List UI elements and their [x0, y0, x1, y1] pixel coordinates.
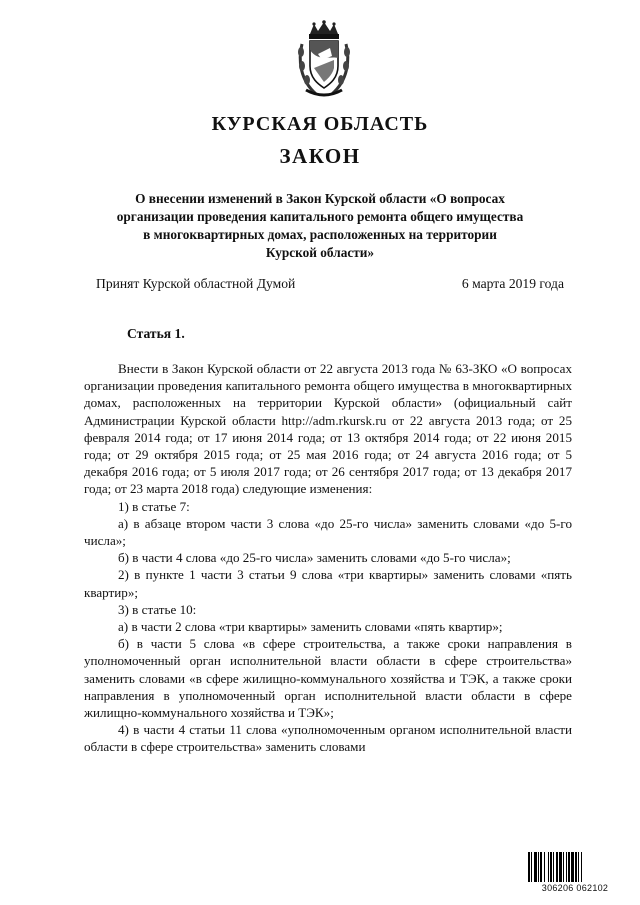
adoption-date: 6 марта 2019 года [461, 276, 564, 291]
paragraph: Внести в Закон Курской области от 22 августа 2013 года № 63-ЗКО «О вопросах организации проведения капитального ремонта общего имущества в многоквартирных домах, расположенных на территории Курской области» (официальный сайт Администрации Курской области http://adm.rkursk.ru от 22 августа 2013 года; от 25 февраля 2014 года; от 17 июня 2014 года; от 13 октября 2014 года; от 22 июня 2015 года; от 29 октября 2015 года; от 25 мая 2016 года; от 24 августа 2016 года; от 5 декабря 2016 года; от 5 июля 2017 года; от 26 сентября 2017 года; от 13 декабря 2017 года; от 23 марта 2018 года) следующие изменения: [84, 361, 572, 497]
barcode-bars [528, 852, 622, 882]
article-body [84, 360, 572, 756]
region-title: КУРСКАЯ ОБЛАСТЬ [211, 113, 429, 135]
paragraph: 1) в статье 7: [118, 498, 190, 514]
paragraph: б) в части 5 слова «в сфере строительства, а также сроки направления в уполномоченный орган исполнительной власти области в сфере строительства» заменить словами «в сфере жилищно-коммунального хозяйства и ТЭК, а также сроки направления в уполномоченный орган исполнительной власти области в сфере жилищно-коммунального хозяйства и ТЭК»; [84, 636, 572, 721]
paragraph: б) в части 4 слова «до 25-го числа» заменить словами «до 5-го числа»; [118, 550, 511, 566]
barcode [528, 852, 622, 896]
document-type-title: ЗАКОН [279, 144, 361, 168]
barcode-number: 306206 062102 [541, 883, 609, 893]
barcode-bar [582, 852, 583, 882]
subject-line: организации проведения капитального ремонта общего имущества [116, 209, 524, 224]
subject-line: в многоквартирных домах, расположенных на территории [143, 227, 497, 242]
law-subject [100, 190, 540, 262]
article-heading: Статья 1. [127, 326, 185, 341]
subject-line: Курской области» [265, 245, 375, 260]
adopted-by: Принят Курской областной Думой [96, 276, 296, 291]
paragraph: 2) в пункте 1 части 3 статьи 9 слова «три квартиры» заменить словами «пять квартир»; [84, 567, 572, 600]
paragraph: 4) в части 4 статьи 11 слова «уполномоченным органом исполнительной власти области в сфере строительства» заменить словами [84, 722, 572, 755]
coat-of-arms-emblem [296, 20, 352, 98]
adoption-line [96, 276, 564, 292]
paragraph: 3) в статье 10: [118, 601, 197, 617]
subject-line: О внесении изменений в Закон Курской области «О вопросах [135, 191, 505, 206]
paragraph: а) в абзаце втором части 3 слова «до 25-го числа» заменить словами «до 5-го числа»; [84, 515, 572, 549]
paragraph: а) в части 2 слова «три квартиры» заменить словами «пять квартир»; [118, 619, 503, 635]
